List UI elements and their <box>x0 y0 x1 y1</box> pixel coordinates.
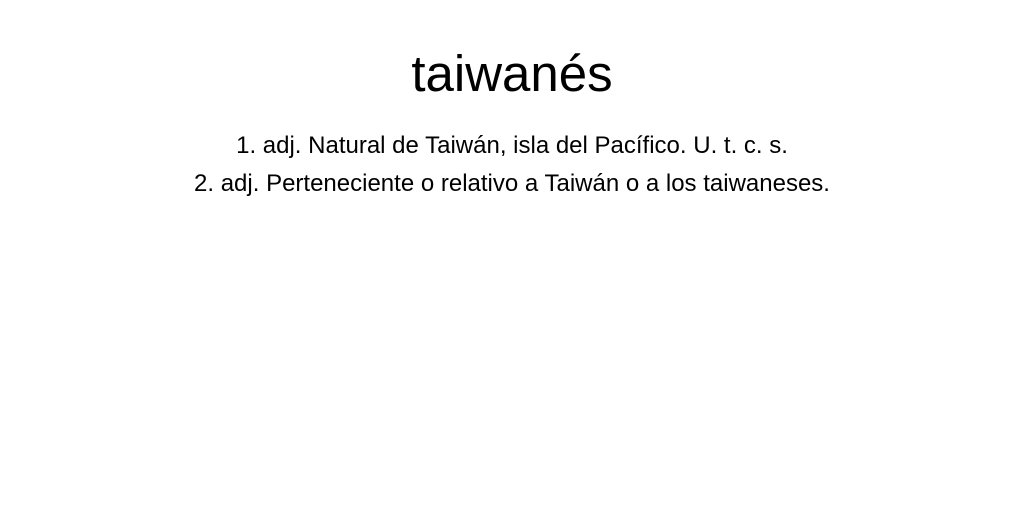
definition-2: 2. adj. Perteneciente o relativo a Taiwán o a los taiwaneses. <box>194 170 830 197</box>
definition-list <box>0 127 1024 203</box>
headword: taiwanés <box>411 45 613 102</box>
definition-1: 1. adj. Natural de Taiwán, isla del Pacífico. U. t. c. s. <box>236 132 788 159</box>
